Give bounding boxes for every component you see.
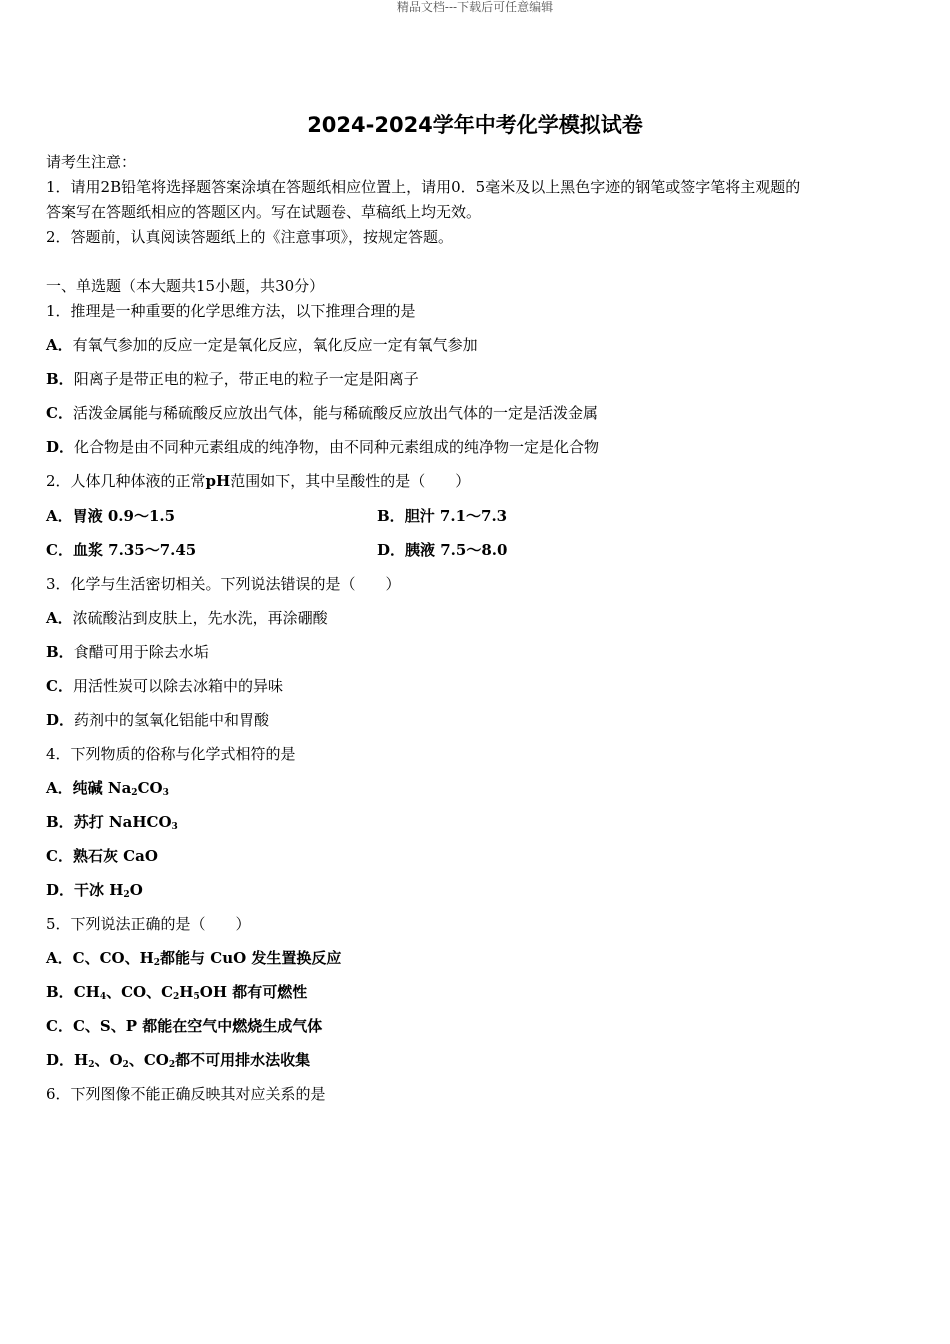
option-text: 胃液 0.9～1.5	[72, 507, 176, 525]
option-text: C、CO、$H_2$都能与 CuO 发生置换反应	[72, 949, 342, 968]
option-text: $CH_4$、CO、$C_2H_5OH$ 都有可燃性	[73, 983, 308, 1002]
notice-heading: 请考生注意：	[46, 153, 137, 171]
option-text: 用活性炭可以除去冰箱中的异味	[72, 677, 283, 695]
option-label: B．	[377, 507, 405, 525]
option-label: C．	[46, 847, 73, 865]
question-4-option-b	[46, 812, 178, 832]
question-5-stem: 5．下列说法正确的是（ ）	[46, 915, 251, 933]
question-5-option-c	[46, 1016, 322, 1036]
option-text: 纯碱 $Na_2CO_3$	[72, 779, 169, 798]
question-2-option-d	[377, 540, 507, 560]
option-label: D．	[46, 711, 75, 729]
question-1-option-c	[46, 403, 598, 423]
notice-line-3: 2．答题前，认真阅读答题纸上的《注意事项》，按规定答题。	[46, 228, 454, 246]
option-label: C．	[46, 404, 73, 422]
option-label: D．	[46, 881, 75, 899]
option-text: 胰液 7.5～8.0	[405, 541, 508, 559]
question-1-option-a	[46, 335, 478, 355]
stem-text: 2．人体几种体液的正常	[46, 472, 206, 490]
option-label: D．	[377, 541, 406, 559]
option-label: A．	[46, 949, 73, 967]
option-label: A．	[46, 779, 73, 797]
question-3-stem: 3．化学与生活密切相关。下列说法错误的是（ ）	[46, 575, 401, 593]
option-text: 阳离子是带正电的粒子，带正电的粒子一定是阳离子	[73, 370, 419, 388]
option-label: A．	[46, 507, 73, 525]
question-1-stem: 1．推理是一种重要的化学思维方法，以下推理合理的是	[46, 302, 416, 320]
option-text: $H_2$、$O_2$、$CO_2$都不可用排水法收集	[74, 1051, 311, 1070]
question-3-option-c	[46, 676, 283, 696]
option-text: 熟石灰 CaO	[72, 847, 158, 865]
question-4-option-a	[46, 778, 169, 798]
option-label: B．	[46, 370, 74, 388]
question-3-option-b	[46, 642, 209, 662]
option-label: A．	[46, 336, 73, 354]
question-1-option-d	[46, 437, 599, 457]
page-header: 精品文档---下载后可任意编辑	[396, 0, 554, 14]
option-text: 活泼金属能与稀硫酸反应放出气体，能与稀硫酸反应放出气体的一定是活泼金属	[72, 404, 598, 422]
question-4-option-c	[46, 846, 158, 866]
option-label: C．	[46, 541, 73, 559]
option-text: 食醋可用于除去水垢	[73, 643, 209, 661]
question-5-option-a	[46, 948, 341, 968]
question-1-option-b	[46, 369, 419, 389]
option-label: A．	[46, 609, 73, 627]
option-text: 苏打 NaHCO$_3$	[73, 813, 178, 832]
option-label: C．	[46, 677, 73, 695]
question-3-option-d	[46, 710, 269, 730]
question-3-option-a	[46, 608, 328, 628]
question-2-option-a	[46, 506, 175, 526]
question-6-stem: 6．下列图像不能正确反映其对应关系的是	[46, 1085, 326, 1103]
question-5-option-b	[46, 982, 307, 1002]
option-text: 血浆 7.35～7.45	[72, 541, 197, 559]
stem-text: 范围如下，其中呈酸性的是（ ）	[230, 472, 471, 490]
option-label: C．	[46, 1017, 73, 1035]
option-label: B．	[46, 643, 74, 661]
option-text: 有氧气参加的反应一定是氧化反应，氧化反应一定有氧气参加	[72, 336, 478, 354]
document-title: 2024-2024学年中考化学模拟试卷	[307, 113, 643, 137]
section-heading: 一、单选题（本大题共15小题，共30分）	[46, 277, 325, 295]
option-label: D．	[46, 1051, 75, 1069]
question-2-option-b	[377, 506, 507, 526]
question-2-stem	[46, 471, 470, 491]
option-text: 化合物是由不同种元素组成的纯净物，由不同种元素组成的纯净物一定是化合物	[74, 438, 600, 456]
question-4-stem: 4．下列物质的俗称与化学式相符的是	[46, 745, 296, 763]
question-4-option-d	[46, 880, 143, 900]
notice-line-1: 1．请用2B铅笔将选择题答案涂填在答题纸相应位置上，请用0．5毫米及以上黑色字迹的钢笔或签字笔将主观题的	[46, 178, 801, 196]
question-5-option-d	[46, 1050, 310, 1070]
option-text: 药剂中的氢氧化铝能中和胃酸	[74, 711, 270, 729]
option-text: 干冰 $H_2O$	[74, 881, 143, 900]
option-text: 胆汁 7.1～7.3	[404, 507, 508, 525]
option-label: D．	[46, 438, 75, 456]
stem-ph: pH	[205, 472, 231, 490]
option-text: 浓硫酸沾到皮肤上，先水洗，再涂硼酸	[72, 609, 328, 627]
option-text: C、S、P 都能在空气中燃烧生成气体	[72, 1017, 323, 1035]
question-2-option-c	[46, 540, 196, 560]
option-label: B．	[46, 983, 74, 1001]
notice-line-2: 答案写在答题纸相应的答题区内。写在试题卷、草稿纸上均无效。	[46, 203, 482, 221]
option-label: B．	[46, 813, 74, 831]
